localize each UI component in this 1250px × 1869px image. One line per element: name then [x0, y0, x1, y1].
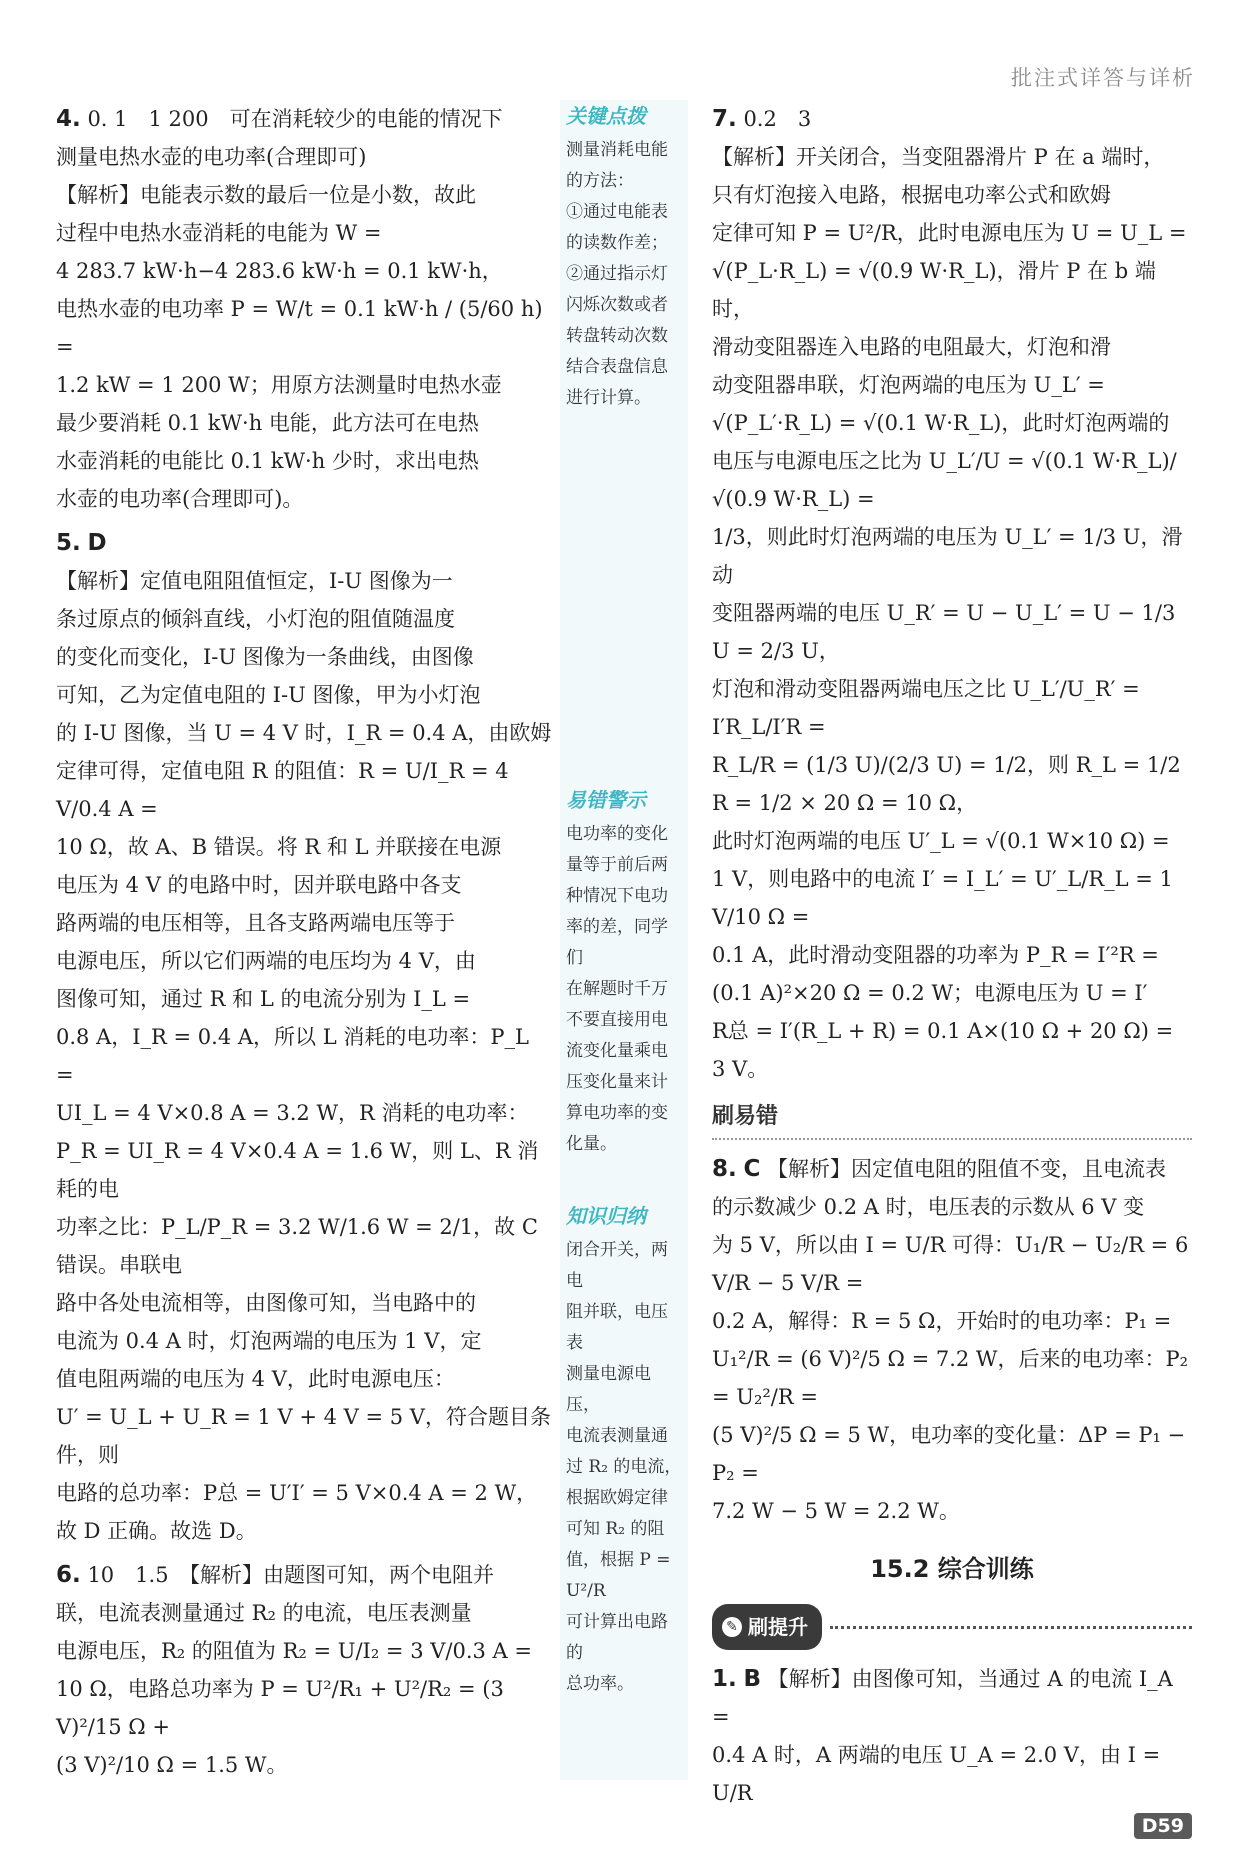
explanation-line: 电流为 0.4 A 时，灯泡两端的电压为 1 V，定	[56, 1329, 482, 1353]
explanation-line: 电源电压，所以它们两端的电压均为 4 V，由	[56, 949, 476, 973]
explanation-line: 只有灯泡接入电路，根据电功率公式和欧姆	[712, 183, 1111, 207]
note-line: 闪烁次数或者	[566, 295, 668, 315]
explanation-line: UI_L = 4 V×0.8 A = 3.2 W，R 消耗的电功率：	[56, 1101, 529, 1125]
question-number: 8.	[712, 1156, 737, 1182]
explanation-line: P_R = UI_R = 4 V×0.4 A = 1.6 W，则 L、R 消耗的电	[56, 1139, 539, 1201]
explanation-line: 【解析】开关闭合，当变阻器滑片 P 在 a 端时，	[712, 145, 1165, 169]
explanation-line: 【解析】电能表示数的最后一位是小数，故此	[56, 183, 476, 207]
explanation-line: 1 V，则电路中的电流 I′ = I_L′ = U′_L/R_L = 1 V/10 Ω =	[712, 867, 1173, 929]
explanation-line: (3 V)²/10 Ω = 1.5 W。	[56, 1753, 288, 1777]
note-line: 量等于前后两	[566, 855, 668, 875]
note-line: 种情况下电功	[566, 886, 668, 906]
explanation-line: 0.2 3	[743, 107, 812, 131]
question-number: 6.	[56, 1562, 81, 1588]
explanation-line: 0.8 A，I_R = 0.4 A，所以 L 消耗的电功率：P_L =	[56, 1025, 529, 1087]
knowledge-note	[560, 1200, 688, 1700]
explanation-line: 路两端的电压相等，且各支路两端电压等于	[56, 911, 455, 935]
note-line: 算电功率的变	[566, 1103, 668, 1123]
page-header: 批注式详答与详析	[1011, 66, 1195, 90]
explanation-line: 条过原点的倾斜直线，小灯泡的阻值随温度	[56, 607, 455, 631]
note-line: ①通过电能表	[566, 202, 668, 222]
question-number: 1.	[712, 1666, 737, 1692]
explanation-line: 的变化而变化，I-U 图像为一条曲线，由图像	[56, 645, 474, 669]
badge-row	[712, 1604, 1192, 1650]
note-line: 率的差，同学们	[566, 917, 668, 968]
note-title: 易错警示	[566, 788, 646, 812]
explanation-line: 电热水壶的电功率 P = W/t = 0.1 kW·h / (5/60 h) =	[56, 297, 543, 359]
explanation-line: 0.4 A 时，A 两端的电压 U_A = 2.0 V，由 I = U/R	[712, 1743, 1161, 1805]
explanation-line: (5 V)²/5 Ω = 5 W，电功率的变化量：ΔP = P₁ − P₂ =	[712, 1423, 1186, 1485]
explanation-line: 0.2 A，解得：R = 5 Ω，开始时的电功率：P₁ =	[712, 1309, 1172, 1333]
note-title: 知识归纳	[566, 1204, 646, 1228]
explanation-line: 定律可得，定值电阻 R 的阻值：R = U/I_R = 4 V/0.4 A =	[56, 759, 509, 821]
note-line: 流变化量乘电	[566, 1041, 668, 1061]
explanation-line: 此时灯泡两端的电压 U′_L = √(0.1 W×10 Ω) =	[712, 829, 1170, 853]
note-line: ②通过指示灯	[566, 264, 668, 284]
explanation-line: 最少要消耗 0.1 kW·h 电能，此方法可在电热	[56, 411, 479, 435]
note-line: 不要直接用电	[566, 1010, 668, 1030]
note-line: 阻并联，电压表	[566, 1302, 668, 1353]
explanation-line: U₁²/R = (6 V)²/5 Ω = 7.2 W，后来的电功率：P₂ = U₂²/R =	[712, 1347, 1189, 1409]
note-text	[566, 1235, 682, 1700]
explanation-line: 水壶消耗的电能比 0.1 kW·h 少时，求出电热	[56, 449, 479, 473]
key-point-note	[560, 100, 688, 414]
note-line: 过 R₂ 的电流，	[566, 1457, 682, 1477]
note-line: 压变化量来计	[566, 1072, 668, 1092]
explanation-line: 4 283.7 kW·h−4 283.6 kW·h = 0.1 kW·h，	[56, 259, 503, 283]
section-label: 刷易错	[712, 1098, 1192, 1140]
explanation-line: R_L/R = (1/3 U)/(2/3 U) = 1/2，则 R_L = 1/2 R = 1/2 × 20 Ω = 10 Ω，	[712, 753, 1181, 815]
explanation-line: 图像可知，通过 R 和 L 的电流分别为 I_L =	[56, 987, 471, 1011]
answer-line: 0. 1 1 200 可在消耗较少的电能的情况下	[87, 107, 503, 131]
explanation-line: U′ = U_L + U_R = 1 V + 4 V = 5 V，符合题目条件，则	[56, 1405, 551, 1467]
question-8	[712, 1150, 1192, 1530]
explanation-line: 过程中电热水壶消耗的电能为 W =	[56, 221, 382, 245]
note-title: 关键点拨	[566, 104, 646, 128]
note-line: 电功率的变化	[566, 824, 668, 844]
explanation-line: 路中各处电流相等，由图像可知，当电路中的	[56, 1291, 476, 1315]
explanation-line: 电源电压，R₂ 的阻值为 R₂ = U/I₂ = 3 V/0.3 A =	[56, 1639, 532, 1663]
note-line: 测量电源电压，	[566, 1364, 651, 1415]
note-line: 总功率。	[566, 1674, 634, 1694]
explanation-line: 为 5 V，所以由 I = U/R 可得：U₁/R − U₂/R = 6 V/R − 5 V/R =	[712, 1233, 1189, 1295]
explanation-line: 灯泡和滑动变阻器两端电压之比 U_L′/U_R′ = I′R_L/I′R =	[712, 677, 1140, 739]
explanation	[56, 176, 552, 518]
explanation-line: 【解析】定值电阻阻值恒定，I-U 图像为一	[56, 569, 453, 593]
explanation-line: 滑动变阻器连入电路的电阻最大，灯泡和滑	[712, 335, 1111, 359]
note-line: 在解题时千万	[566, 979, 668, 999]
note-text	[566, 135, 682, 414]
note-line: 电流表测量通	[566, 1426, 668, 1446]
page-number: D59	[1134, 1813, 1192, 1839]
explanation-line: 故 D 正确。故选 D。	[56, 1519, 257, 1543]
explanation-line: √(P_L·R_L) = √(0.9 W·R_L)，滑片 P 在 b 端时，	[712, 259, 1156, 321]
explanation-line: 电路的总功率：P总 = U′I′ = 5 V×0.4 A = 2 W，	[56, 1481, 538, 1505]
pen-icon: ✎	[722, 1617, 742, 1637]
note-line: 闭合开关，两电	[566, 1240, 668, 1291]
question-6	[56, 1556, 552, 1784]
note-line: 可知 R₂ 的阻	[566, 1519, 665, 1539]
badge-label: 刷提升	[748, 1615, 808, 1639]
answer-choice: B	[743, 1666, 761, 1692]
explanation-line: 功率之比：P_L/P_R = 3.2 W/1.6 W = 2/1，故 C 错误。串联电	[56, 1215, 538, 1277]
warning-note	[560, 784, 688, 1160]
note-text	[566, 819, 682, 1160]
explanation-line: 的 I-U 图像，当 U = 4 V 时，I_R = 0.4 A，由欧姆	[56, 721, 552, 745]
note-line: 值，根据 P = U²/R	[566, 1550, 671, 1601]
explanation-line: 1/3，则此时灯泡两端的电压为 U_L′ = 1/3 U，滑动	[712, 525, 1183, 587]
note-line: 转盘转动次数	[566, 326, 668, 346]
note-line: 结合表盘信息	[566, 357, 668, 377]
sidebar-notes	[560, 100, 688, 1780]
question-number: 7.	[712, 106, 737, 132]
section-badge	[712, 1604, 822, 1650]
question-7	[712, 100, 1192, 1088]
note-line: 可计算出电路的	[566, 1612, 668, 1663]
explanation	[56, 562, 552, 1550]
explanation-line: 10 Ω，电路总功率为 P = U²/R₁ + U²/R₂ = (3 V)²/15 Ω +	[56, 1677, 504, 1739]
explanation-line: 【解析】因定值电阻的阻值不变，且电流表	[767, 1157, 1167, 1181]
answer-choice: C	[743, 1156, 761, 1182]
explanation-line: 变阻器两端的电压 U_R′ = U − U_L′ = U − 1/3 U = 2/3 U，	[712, 601, 1176, 663]
explanation-line: 0.1 A，此时滑动变阻器的功率为 P_R = I′²R =	[712, 943, 1159, 967]
explanation-line: 定律可知 P = U²/R，此时电源电压为 U = U_L =	[712, 221, 1187, 245]
explanation-line: 值电阻两端的电压为 4 V，此时电源电压：	[56, 1367, 455, 1391]
note-line: 的方法：	[566, 171, 634, 191]
explanation-line: 电压与电源电压之比为 U_L′/U = √(0.1 W·R_L)/√(0.9 W·R_L) =	[712, 449, 1177, 511]
note-line: 测量消耗电能	[566, 140, 668, 160]
section-title: 15.2 综合训练	[870, 1555, 1034, 1583]
explanation-line: (0.1 A)²×20 Ω = 0.2 W；电源电压为 U = I′	[712, 981, 1148, 1005]
note-line: 根据欧姆定律	[566, 1488, 668, 1508]
explanation-line: 联，电流表测量通过 R₂ 的电流，电压表测量	[56, 1601, 472, 1625]
question-5	[56, 524, 552, 1550]
right-column	[712, 100, 1192, 1818]
dotted-divider	[830, 1626, 1192, 1629]
note-line: 的读数作差；	[566, 233, 668, 253]
answer-choice: D	[87, 530, 107, 556]
note-line: 进行计算。	[566, 388, 651, 408]
explanation-line: 水壶的电功率(合理即可)。	[56, 487, 304, 511]
explanation-line: 1.2 kW = 1 200 W；用原方法测量时电热水壶	[56, 373, 502, 397]
explanation-line: 电压为 4 V 的电路中时，因并联电路中各支	[56, 873, 462, 897]
question-number: 5.	[56, 530, 81, 556]
note-line: 化量。	[566, 1134, 617, 1154]
explanation-line: 10 1.5 【解析】由题图可知，两个电阻并	[87, 1563, 495, 1587]
explanation-line: 【解析】由图像可知，当通过 A 的电流 I_A =	[712, 1667, 1173, 1729]
explanation-line: 7.2 W − 5 W = 2.2 W。	[712, 1499, 960, 1523]
question-1	[712, 1660, 1192, 1812]
question-4	[56, 100, 552, 518]
explanation-line: 10 Ω，故 A、B 错误。将 R 和 L 并联接在电源	[56, 835, 502, 859]
question-number: 4.	[56, 106, 81, 132]
explanation-line: 可知，乙为定值电阻的 I-U 图像，甲为小灯泡	[56, 683, 481, 707]
explanation-line: R总 = I′(R_L + R) = 0.1 A×(10 Ω + 20 Ω) = 3 V。	[712, 1019, 1174, 1081]
left-column	[56, 100, 552, 1790]
answer-line: 测量电热水壶的电功率(合理即可)	[56, 145, 367, 169]
explanation-line: 的示数减少 0.2 A 时，电压表的示数从 6 V 变	[712, 1195, 1145, 1219]
explanation-line: √(P_L′·R_L) = √(0.1 W·R_L)，此时灯泡两端的	[712, 411, 1170, 435]
explanation-line: 动变阻器串联，灯泡两端的电压为 U_L′ =	[712, 373, 1105, 397]
